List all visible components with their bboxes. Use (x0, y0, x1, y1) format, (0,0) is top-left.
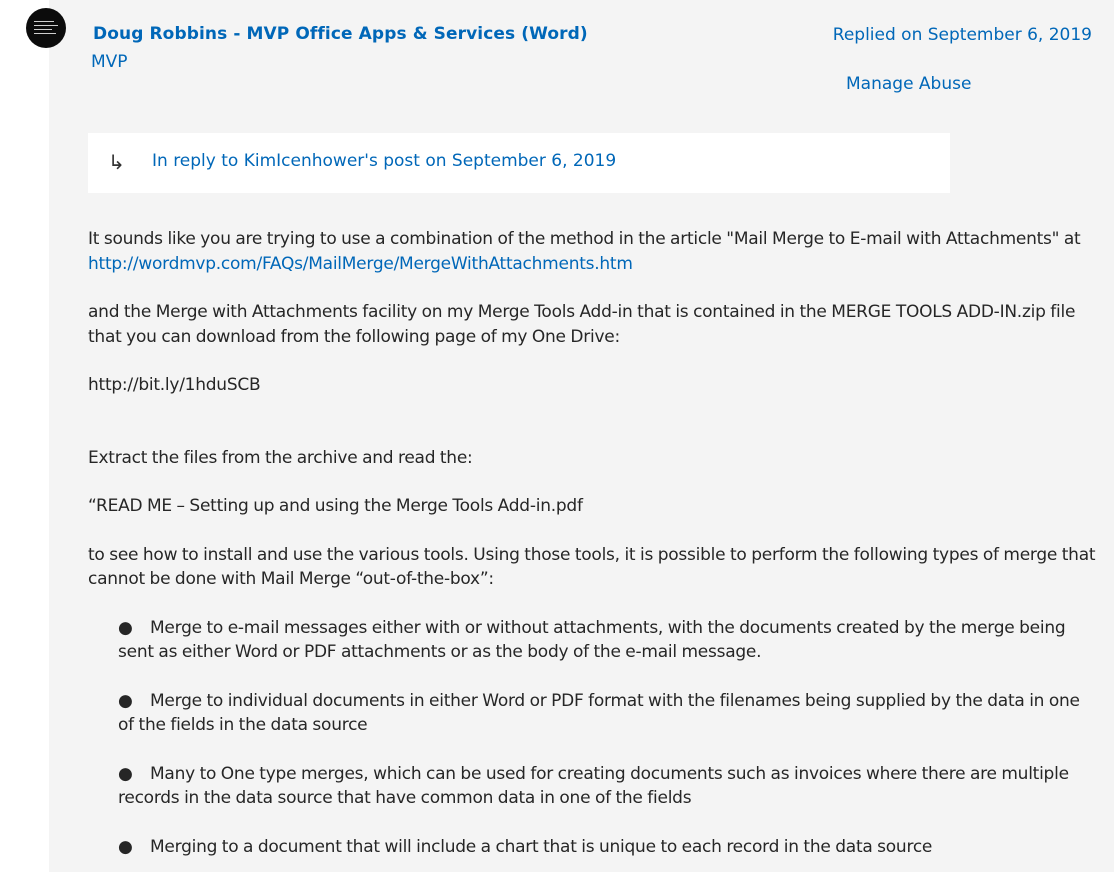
post-body (88, 227, 1100, 872)
list-item-text: Merge to individual documents in either Word or PDF format with the filenames being supplied by the data in one of the fields in the data source (118, 690, 1080, 735)
paragraph: “READ ME – Setting up and using the Merge Tools Add-in.pdf (88, 496, 583, 516)
paragraph-text: It sounds like you are trying to use a combination of the method in the article "Mail Merge to E-mail with Attachments" at (88, 229, 1081, 249)
bullet: ● (118, 690, 133, 711)
bullet: ● (118, 836, 133, 857)
list-item-text: Many to One type merges, which can be used for creating documents such as invoices where there are multiple records in the data source that have common data in one of the fields (118, 763, 1069, 808)
bullet: ● (118, 617, 133, 638)
onedrive-url-text: http://bit.ly/1hduSCB (88, 375, 261, 395)
avatar[interactable] (26, 8, 66, 48)
bullet: ● (118, 763, 133, 784)
list-item-text: Merge to e-mail messages either with or without attachments, with the documents created by the merge being sent as either Word or PDF attachments or as the body of the e-mail message. (118, 617, 1066, 662)
list-item (118, 616, 1100, 665)
author-name-link[interactable]: Doug Robbins - MVP Office Apps & Services (Word) (93, 24, 588, 44)
list-item-text: Merging to a document that will include a chart that is unique to each record in the data source (150, 836, 933, 857)
list-item (118, 835, 1100, 860)
author-badge: MVP (91, 52, 128, 72)
paragraph: and the Merge with Attachments facility on my Merge Tools Add-in that is contained in the MERGE TOOLS ADD-IN.zip file that you can download from the following page of my One Drive: (88, 302, 1076, 347)
replied-on-date[interactable]: Replied on September 6, 2019 (832, 25, 1092, 45)
list-item (118, 762, 1100, 811)
merge-with-attachments-link[interactable]: http://wordmvp.com/FAQs/MailMerge/MergeWithAttachments.htm (88, 253, 633, 274)
merge-types-list (88, 616, 1100, 860)
paragraph: to see how to install and use the various tools. Using those tools, it is possible to perform the following types of merge that cannot be done with Mail Merge “out-of-the-box”: (88, 544, 1096, 589)
in-reply-to-link[interactable]: In reply to KimIcenhower's post on September 6, 2019 (152, 151, 617, 171)
paragraph: Extract the files from the archive and read the: (88, 447, 473, 468)
manage-abuse-link[interactable]: Manage Abuse (846, 74, 972, 94)
reply-arrow-icon: ↳ (108, 150, 125, 174)
list-item (118, 689, 1100, 738)
in-reply-to-box (88, 133, 950, 193)
paragraph (88, 227, 1100, 276)
